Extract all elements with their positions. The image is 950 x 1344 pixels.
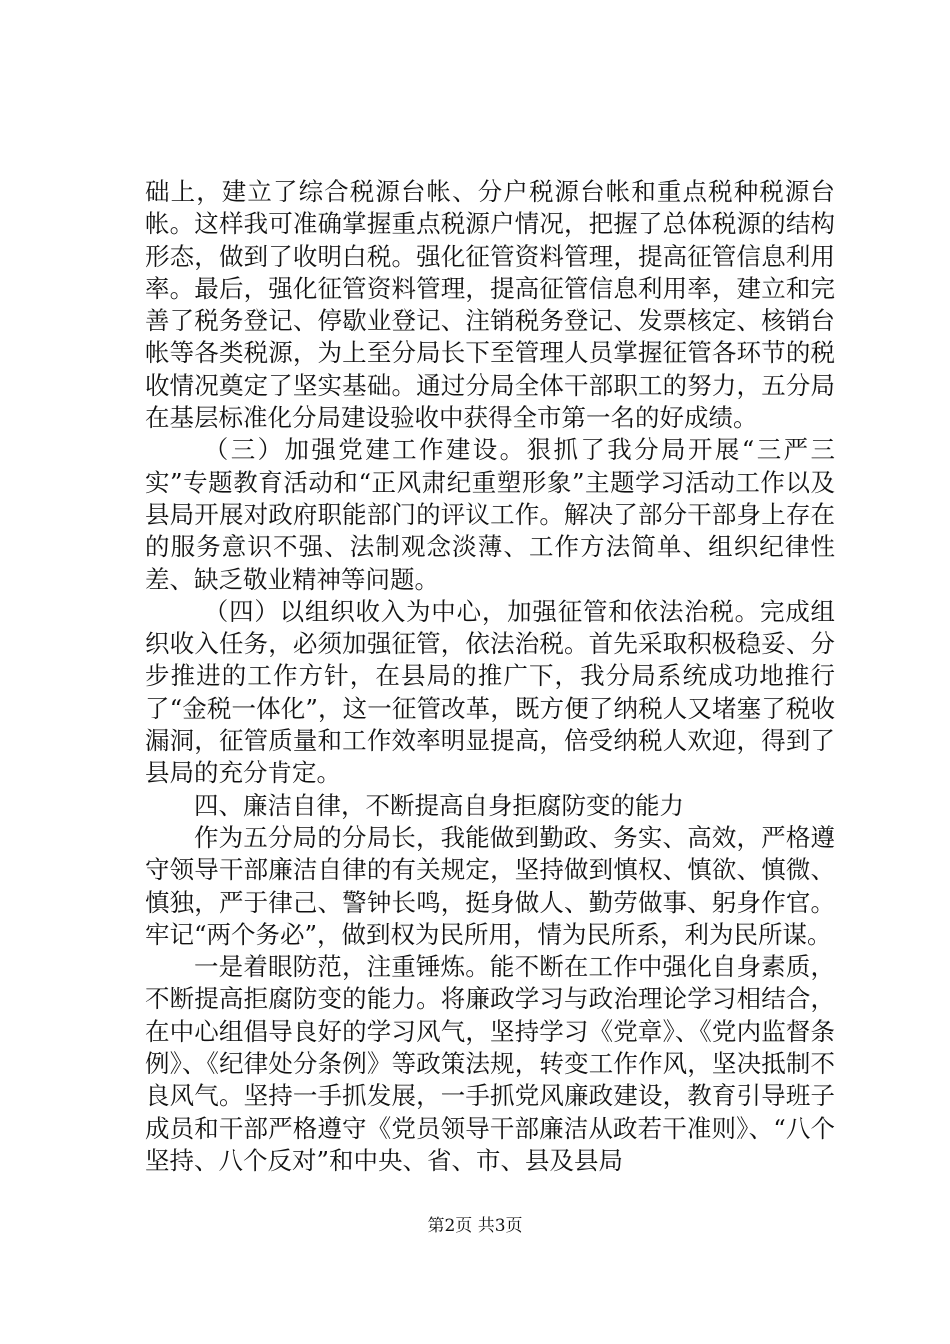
paragraph-continuation: 础上，建立了综合税源台帐、分户税源台帐和重点税种税源台帐。这样我可准确掌握重点税源户情况，把握了总体税源的结构形态，做到了收明白税。强化征管资料管理，提高征管信息利用率。最后，强化征管资料管理，提高征管信息利用率，建立和完善了税务登记、停歇业登记、注销税务登记、发票核定、核销台帐等各类税源，为上至分局长下至管理人员掌握征管各环节的税收情况奠定了坚实基础。通过分局全体干部职工的努力，五分局在基层标准化分局建设验收中获得全市第一名的好成绩。 (145, 177, 835, 433)
document-body (145, 176, 835, 1177)
paragraph-party-building: （三）加强党建工作建设。狠抓了我分局开展“三严三实”专题教育活动和“正风肃纪重塑形象”主题学习活动工作以及县局开展对政府职能部门的评议工作。解决了部分干部身上存在的服务意识不强、法制观念淡薄、工作方法简单、组织纪律性差、缺乏敬业精神等问题。 (145, 435, 835, 594)
paragraph-branch-director: 作为五分局的分局长，我能做到勤政、务实、高效，严格遵守领导干部廉洁自律的有关规定，坚持做到慎权、慎欲、慎微、慎独，严于律己、警钟长鸣，挺身做人、勤劳做事、躬身作官。牢记“两个务必”，做到权为民所用，情为民所系，利为民所谋。 (145, 822, 835, 949)
paragraph-revenue-collection: （四）以组织收入为中心，加强征管和依法治税。完成组织收入任务，必须加强征管，依法治税。首先采取积极稳妥、分步推进的工作方针，在县局的推广下，我分局系统成功地推行了“金税一体化”，这一征管改革，既方便了纳税人又堵塞了税收漏洞，征管质量和工作效率明显提高，倍受纳税人欢迎，得到了县局的充分肯定。 (145, 596, 835, 788)
page-number-footer: 第2页 共3页 (427, 1216, 523, 1236)
section-heading-integrity: 四、廉洁自律，不断提高自身拒腐防变的能力 (194, 790, 684, 820)
paragraph-prevention: 一是着眼防范，注重锤炼。能不断在工作中强化自身素质，不断提高拒腐防变的能力。将廉政学习与政治理论学习相结合，在中心组倡导良好的学习风气，坚持学习《党章》、《党内监督条例》、《纪律处分条例》等政策法规，转变工作作风，坚决抵制不良风气。坚持一手抓发展，一手抓党风廉政建设，教育引导班子成员和干部严格遵守《党员领导干部廉洁从政若干准则》、“八个坚持、八个反对”和中央、省、市、县及县局 (145, 952, 835, 1175)
